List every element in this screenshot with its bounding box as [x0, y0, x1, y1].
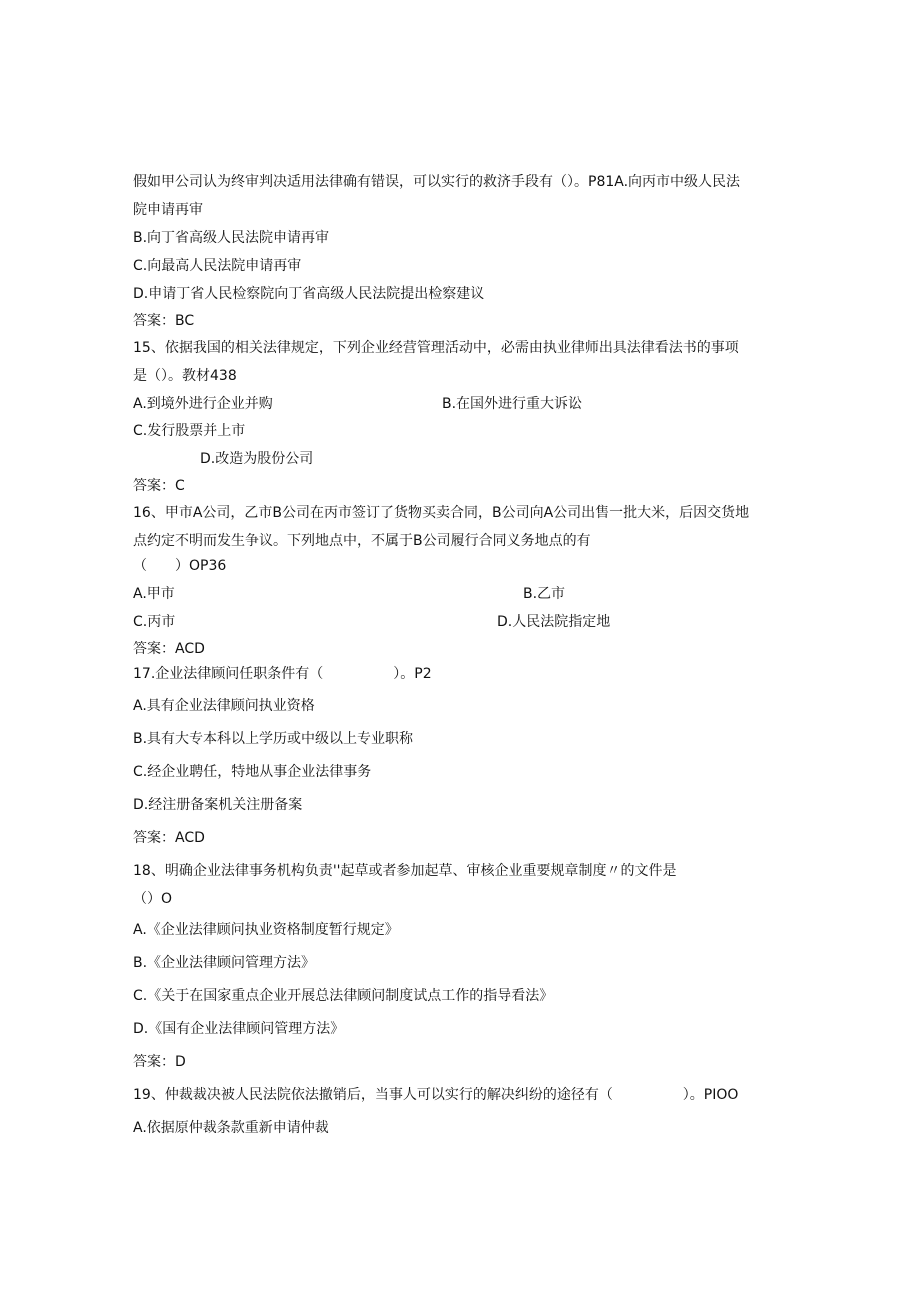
question-14-stem-line-2: 院申请再审 [133, 202, 203, 218]
question-19-option-a: A.依据原仲裁条款重新申请仲裁 [133, 1120, 329, 1136]
question-15-option-c: C.发行股票并上市 [133, 423, 246, 439]
question-14-option-c: C.向最高人民法院申请再审 [133, 258, 302, 274]
question-16-option-d: D.人民法院指定地 [497, 614, 611, 630]
question-16-option-a: A.甲市 [133, 586, 175, 602]
question-15-answer: 答案：C [133, 478, 185, 494]
question-15-option-b: B.在国外进行重大诉讼 [442, 396, 583, 412]
question-18-option-a: A.《企业法律顾问执业资格制度暂行规定》 [133, 922, 399, 938]
question-14-stem-line-1: 假如甲公司认为终审判决适用法律确有错误，可以实行的救济手段有（）。P81A.向丙市中级人民法 [133, 174, 741, 190]
question-15-option-a: A.到境外进行企业并购 [133, 396, 273, 412]
question-16-option-c: C.丙市 [133, 614, 176, 630]
question-19-stem: 19、仲裁裁决被人民法院依法撤销后，当事人可以实行的解决纠纷的途径有（ ）。PIOO [133, 1087, 739, 1103]
question-18-stem-line-1: 18、明确企业法律事务机构负责''起草或者参加起草、审核企业重要规章制度〃的文件是 [133, 863, 677, 879]
question-17-answer: 答案：ACD [133, 830, 205, 846]
question-15-option-d: D.改造为股份公司 [200, 451, 314, 467]
question-14-option-d: D.申请丁省人民检察院向丁省高级人民法院提出检察建议 [133, 286, 485, 302]
question-18-option-c: C.《关于在国家重点企业开展总法律顾问制度试点工作的指导看法》 [133, 988, 554, 1004]
question-17-option-c: C.经企业聘任，特地从事企业法律事务 [133, 764, 372, 780]
question-15-stem-line-1: 15、依据我国的相关法律规定，下列企业经营管理活动中，必需由执业律师出具法律看法书的事项 [133, 340, 739, 356]
question-16-stem-line-2: 点约定不明而发生争议。下列地点中，不属于B公司履行合同义务地点的有 [133, 533, 591, 549]
question-18-option-b: B.《企业法律顾问管理方法》 [133, 955, 316, 971]
question-17-option-a: A.具有企业法律顾问执业资格 [133, 698, 315, 714]
question-14-answer: 答案：BC [133, 313, 195, 329]
question-18-option-d: D.《国有企业法律顾问管理方法》 [133, 1021, 345, 1037]
question-18-answer: 答案：D [133, 1054, 186, 1070]
question-16-stem-line-1: 16、甲市A公司，乙市B公司在丙市签订了货物买卖合同，B公司向A公司出售一批大米，后因交货地 [133, 505, 750, 521]
question-16-stem-line-3: （ ）OP36 [133, 558, 227, 574]
question-15-stem-line-2: 是（）。教材438 [133, 368, 237, 384]
question-18-stem-line-2: （）O [133, 891, 173, 907]
question-17-stem: 17.企业法律顾问任职条件有（ ）。P2 [133, 666, 432, 682]
question-17-option-d: D.经注册备案机关注册备案 [133, 797, 303, 813]
question-16-answer: 答案：ACD [133, 641, 205, 657]
question-17-option-b: B.具有大专本科以上学历或中级以上专业职称 [133, 731, 414, 747]
question-14-option-b: B.向丁省高级人民法院申请再审 [133, 230, 330, 246]
question-16-option-b: B.乙市 [523, 586, 566, 602]
